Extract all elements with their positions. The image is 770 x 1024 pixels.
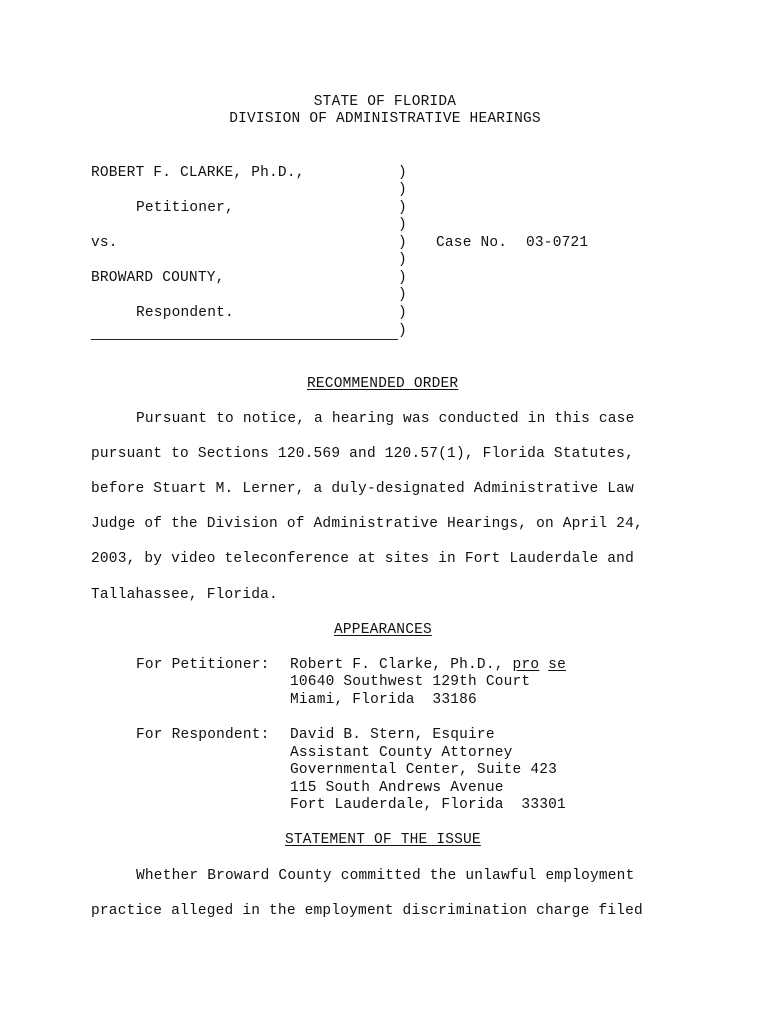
respondent-line: Assistant County Attorney	[290, 745, 513, 761]
caption-paren: )	[398, 217, 407, 233]
intro-line: Pursuant to notice, a hearing was conducted in this case	[136, 411, 635, 427]
caption-versus: vs.	[91, 235, 118, 251]
caption-paren: )	[398, 305, 407, 321]
respondent-line: Fort Lauderdale, Florida 33301	[290, 797, 566, 813]
caption-paren: )	[398, 235, 407, 251]
caption-paren: )	[398, 182, 407, 198]
caption-paren: )	[398, 270, 407, 286]
appearances-heading	[334, 622, 432, 639]
caption-petitioner-name: ROBERT F. CLARKE, Ph.D.,	[91, 165, 305, 181]
petitioner-address-line: 10640 Southwest 129th Court	[290, 674, 531, 690]
caption-paren: )	[398, 252, 407, 268]
petitioner-address-line: Miami, Florida 33186	[290, 692, 477, 708]
caption-petitioner-role: Petitioner,	[136, 200, 234, 216]
caption-paren: )	[398, 287, 407, 303]
header-state: STATE OF FLORIDA	[313, 94, 457, 110]
header-division: DIVISION OF ADMINISTRATIVE HEARINGS	[229, 111, 541, 127]
case-number-label: Case No.	[436, 235, 508, 251]
respondent-line: David B. Stern, Esquire	[290, 727, 495, 743]
se-text: se	[548, 657, 566, 673]
petitioner-name-text: Robert F. Clarke, Ph.D.,	[290, 657, 504, 673]
issue-line: Whether Broward County committed the unlawful employment	[136, 868, 635, 884]
petitioner-appearance-name	[290, 657, 566, 674]
issue-heading	[285, 832, 481, 849]
caption-underline	[91, 339, 398, 340]
caption-respondent-name: BROWARD COUNTY,	[91, 270, 225, 286]
pro-text: pro	[512, 657, 540, 673]
intro-line: Judge of the Division of Administrative Hearings, on April 24,	[91, 516, 643, 532]
caption-paren: )	[398, 323, 407, 339]
respondent-label: For Respondent:	[136, 727, 270, 743]
caption-paren: )	[398, 165, 407, 181]
petitioner-label: For Petitioner:	[136, 657, 270, 673]
issue-line: practice alleged in the employment discrimination charge filed	[91, 903, 643, 919]
respondent-line: Governmental Center, Suite 423	[290, 762, 558, 778]
intro-line: before Stuart M. Lerner, a duly-designated Administrative Law	[91, 481, 634, 497]
caption-paren: )	[398, 200, 407, 216]
case-number: 03-0721	[526, 235, 589, 251]
intro-line: pursuant to Sections 120.569 and 120.57(1), Florida Statutes,	[91, 446, 634, 462]
order-title	[307, 376, 458, 393]
appearances-heading-text: APPEARANCES	[334, 622, 432, 638]
intro-line: 2003, by video teleconference at sites in Fort Lauderdale and	[91, 551, 634, 567]
intro-line: Tallahassee, Florida.	[91, 587, 278, 603]
caption-respondent-role: Respondent.	[136, 305, 234, 321]
respondent-line: 115 South Andrews Avenue	[290, 780, 504, 796]
order-title-text: RECOMMENDED ORDER	[307, 376, 459, 392]
issue-heading-text: STATEMENT OF THE ISSUE	[285, 832, 481, 848]
